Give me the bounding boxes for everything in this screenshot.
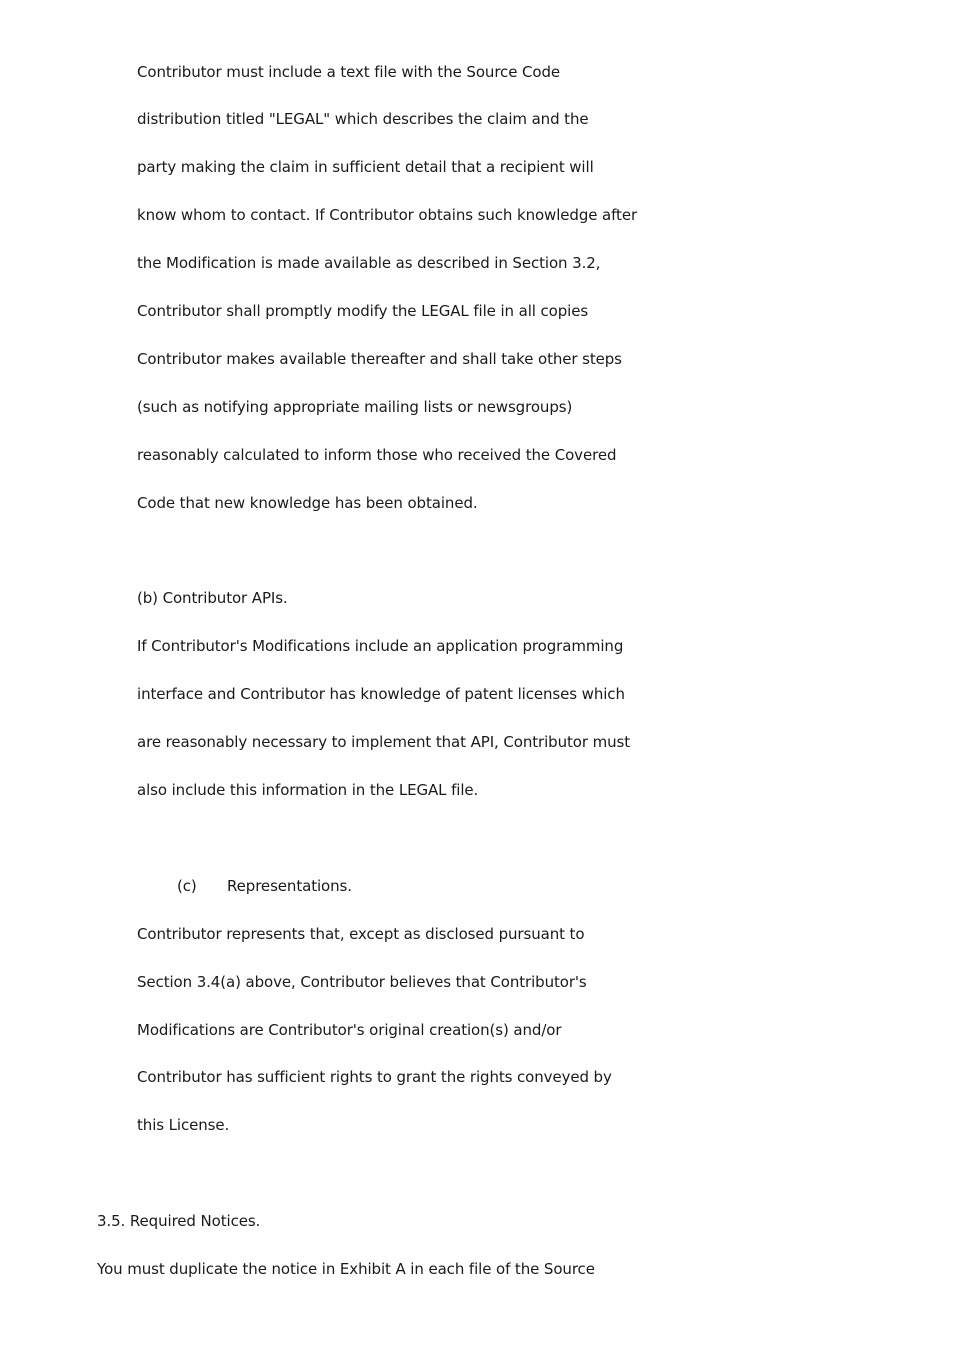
paragraph-line: Contributor makes available thereafter and shall take other steps (137, 350, 622, 368)
paragraph-line: know whom to contact. If Contributor obtains such knowledge after (137, 206, 638, 224)
paragraph-line: Contributor must include a text file with the Source Code (137, 63, 561, 81)
subsection-label-c: (c) (177, 877, 197, 895)
paragraph-line: interface and Contributor has knowledge of patent licenses which (137, 685, 625, 703)
paragraph-line: this License. (137, 1116, 230, 1134)
paragraph-line: are reasonably necessary to implement that API, Contributor must (137, 733, 630, 751)
paragraph-line: You must duplicate the notice in Exhibit A in each file of the Source (97, 1260, 595, 1278)
paragraph-line: If Contributor's Modifications include an application programming (137, 637, 624, 655)
section-heading: 3.5. Required Notices. (97, 1212, 261, 1230)
subsection-title-c: Representations. (227, 877, 352, 895)
paragraph-line: Section 3.4(a) above, Contributor believes that Contributor's (137, 973, 587, 991)
paragraph-line: Modifications are Contributor's original creation(s) and/or (137, 1021, 562, 1039)
paragraph-line: (such as notifying appropriate mailing lists or newsgroups) (137, 398, 573, 416)
paragraph-line: distribution titled "LEGAL" which describes the claim and the (137, 110, 589, 128)
paragraph-line: party making the claim in sufficient detail that a recipient will (137, 158, 594, 176)
paragraph-line: Contributor shall promptly modify the LEGAL file in all copies (137, 302, 589, 320)
paragraph-line: reasonably calculated to inform those who received the Covered (137, 446, 617, 464)
paragraph-line: also include this information in the LEGAL file. (137, 781, 479, 799)
paragraph-line: the Modification is made available as described in Section 3.2, (137, 254, 601, 272)
subsection-heading-b: (b) Contributor APIs. (137, 589, 288, 607)
paragraph-line: Code that new knowledge has been obtained. (137, 494, 478, 512)
paragraph-line: Contributor represents that, except as disclosed pursuant to (137, 925, 585, 943)
paragraph-line: Contributor has sufficient rights to grant the rights conveyed by (137, 1068, 612, 1086)
